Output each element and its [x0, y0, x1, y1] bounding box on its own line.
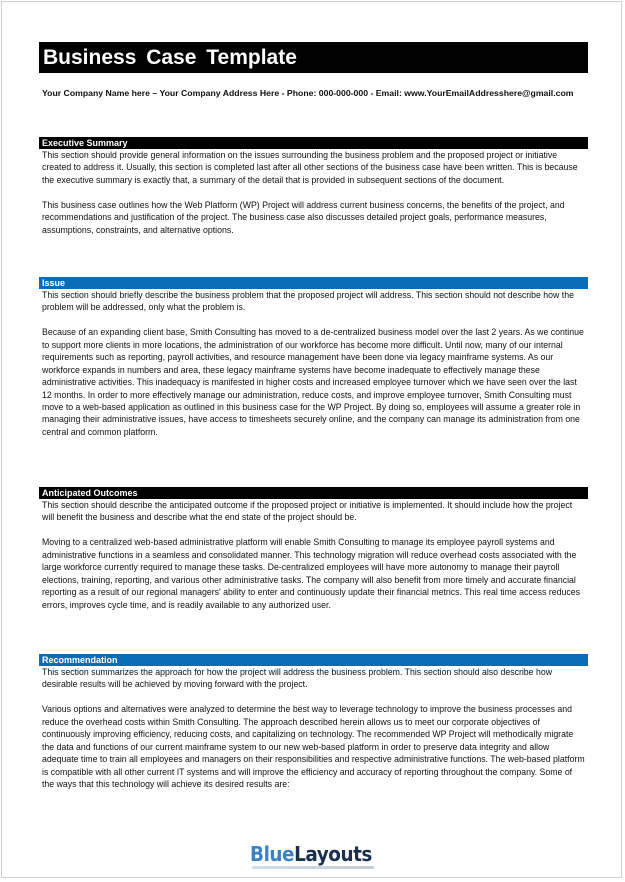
- document-page: [1, 1, 622, 878]
- company-contact-line: Your Company Name here – Your Company Address Here - Phone: 000-000-000 - Email: www.YourEmailAddresshere@gmail.com: [42, 88, 574, 98]
- document-title: Business Case Template: [39, 42, 588, 73]
- paragraph: Moving to a centralized web-based administrative platform will enable Smith Consulting to manage its employee payroll systems and administrative functions in a seamless and consolidated manner. This technology migration will reduce overhead costs associated with the large workforce currently required to manage these tasks. De-centralized employees will have more autonomy to manage their payroll elections, training, reporting, and various other administrative tasks. The company will also benefit from more timely and accurate financial reporting as a result of our regional managers' ability to enter and continuously update their financial metrics. This real time access reduces errors, improves cycle time, and is readily available to any authorized user.: [42, 537, 580, 610]
- paragraph: This section should briefly describe the business problem that the proposed project will address. This section should not describe how the problem will be addressed, only what the problem is.: [42, 290, 574, 313]
- section-recommendation: [39, 654, 588, 790]
- section-heading-issue: Issue: [39, 277, 588, 289]
- blue-layouts-logo: [250, 842, 372, 868]
- section-executive-summary: [39, 137, 588, 236]
- logo-word-blue: Blue: [250, 842, 295, 866]
- paragraph: This section summarizes the approach for how the project will address the business problem. This section should also describe how desirable results will be achieved by moving forward with the project.: [42, 667, 553, 690]
- paragraph: This business case outlines how the Web Platform (WP) Project will address current business concerns, the benefits of the project, and recommendations and justification of the project. The business case also discusses detailed project goals, performance measures, assumptions, constraints, and alternative options.: [42, 199, 565, 235]
- logo-reflection: [252, 866, 374, 869]
- section-anticipated-outcomes: [39, 487, 588, 611]
- paragraph: Various options and alternatives were analyzed to determine the best way to leverage technology to improve the business processes and reduce the overhead costs within Smith Consulting. The approach described herein allows us to meet our corporate objectives of continuously improving efficiency, reducing costs, and capitalizing on technology. The recommended WP Project will methodically migrate the data and functions of our current mainframe system to our new web-based platform in order to preserve data integrity and allow adequate time to train all employees and managers on their responsibilities and respective administrative functions. The web-based platform is compatible with all other current IT systems and will improve the efficiency and accuracy of reporting throughout the company. Some of the ways that this technology will achieve its desired results are:: [42, 704, 585, 790]
- paragraph: This section should describe the anticipated outcome if the proposed project or initiative is implemented. It should include how the project will benefit the business and describe what the end state of the project should be.: [42, 500, 573, 523]
- paragraph: Because of an expanding client base, Smith Consulting has moved to a de-centralized business model over the last 2 years. As we continue to support more clients in more locations, the administration of our workforce has become more difficult. Until now, many of our internal requirements such as reporting, payroll activities, and resource management have been done via legacy mainframe systems. As our workforce expands in numbers and area, these legacy mainframe systems have become inadequate to effectively manage these administrative activities. This inadequacy is manifested in higher costs and increased employee turnover which we have seen over the last 12 months. In order to more effectively manage our administration, reduce costs, and improve employee turnover, Smith Consulting must move to a web-based application as outlined in this business case for the WP Project. By doing so, employees will assume a greater role in managing their administrative issues, have access to timesheets securely online, and the company can manage its administration from one central and common platform.: [42, 327, 584, 437]
- section-heading-recommendation: Recommendation: [39, 654, 588, 666]
- section-heading-executive-summary: Executive Summary: [39, 137, 588, 149]
- logo-word-layouts: Layouts: [294, 842, 372, 866]
- section-issue: [39, 277, 588, 438]
- section-heading-anticipated-outcomes: Anticipated Outcomes: [39, 487, 588, 499]
- paragraph: This section should provide general information on the issues surrounding the business problem and the proposed project or initiative created to address it. Usually, this section is completed last after all other sections of the business case have been written. This is because the executive summary is exactly that, a summary of the detail that is provided in subsequent sections of the document.: [42, 150, 578, 185]
